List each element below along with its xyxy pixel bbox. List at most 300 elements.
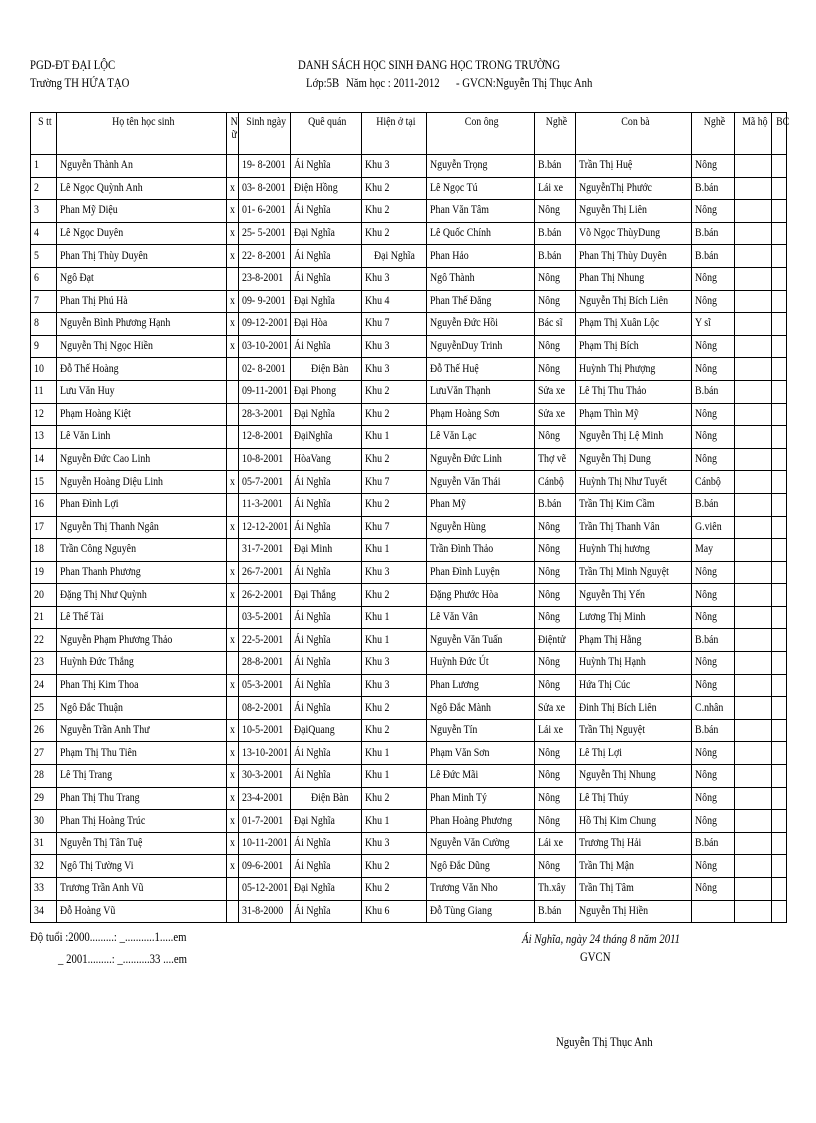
household-code-cell xyxy=(735,471,772,494)
stt-cell-text: 4 xyxy=(34,227,39,240)
residence-cell-text: Khu 6 xyxy=(365,904,390,917)
mother-name-cell-text: Phạm Thìn Mỹ xyxy=(579,407,639,420)
female-mark-cell xyxy=(227,697,239,720)
hometown-cell xyxy=(291,561,362,584)
hometown-cell-text: Ái Nghĩa xyxy=(294,633,331,646)
birth-date-cell-text: 02- 8-2001 xyxy=(242,362,286,375)
residence-cell xyxy=(362,787,427,810)
birth-date-cell xyxy=(239,313,291,336)
household-code-cell xyxy=(735,606,772,629)
student-name-cell-text: Phan Thị Thu Trang xyxy=(60,791,140,804)
father-name-cell-text: Phan Văn Tâm xyxy=(430,204,489,217)
birth-date-cell-text: 31-8-2000 xyxy=(242,904,284,917)
birth-date-cell-text: 22-5-2001 xyxy=(242,633,284,646)
homeroom-teacher: - GVCN:Nguyễn Thị Thục Anh xyxy=(456,76,593,90)
student-name-cell xyxy=(57,267,227,290)
stt-cell-text: 3 xyxy=(34,204,39,217)
mother-name-cell-text: Trương Thị Hải xyxy=(579,837,642,850)
hometown-cell xyxy=(291,200,362,223)
birth-date-cell-text: 12-8-2001 xyxy=(242,430,284,443)
household-code-cell xyxy=(735,177,772,200)
mother-name-cell-text: Trần Thị Kim Cầm xyxy=(579,498,655,511)
hometown-cell xyxy=(291,787,362,810)
residence-cell xyxy=(362,245,427,268)
mother-job-cell xyxy=(692,674,735,697)
birth-date-cell-text: 03-10-2001 xyxy=(242,340,289,353)
bc-cell xyxy=(772,155,787,178)
hometown-cell-text: Ái Nghĩa xyxy=(294,746,331,759)
father-job-cell-text: Nông xyxy=(538,678,560,691)
student-name-cell-text: Lê Ngọc Duyên xyxy=(60,227,124,240)
birth-date-cell-text: 10-8-2001 xyxy=(242,453,284,466)
student-name-cell xyxy=(57,358,227,381)
mother-job-cell-text: Nông xyxy=(695,340,717,353)
birth-date-cell xyxy=(239,245,291,268)
mother-job-cell xyxy=(692,290,735,313)
residence-cell xyxy=(362,155,427,178)
mother-job-cell xyxy=(692,810,735,833)
residence-cell xyxy=(362,290,427,313)
student-roster-table xyxy=(30,112,790,923)
bc-cell xyxy=(772,878,787,901)
residence-cell-text: Khu 3 xyxy=(365,837,390,850)
father-name-cell xyxy=(427,832,535,855)
father-job-cell-text: Thợ vẽ xyxy=(538,453,567,466)
birth-date-cell-text: 08-2-2001 xyxy=(242,701,284,714)
father-job-cell-text: B.bán xyxy=(538,904,562,917)
stt-cell xyxy=(31,290,57,313)
birth-date-cell xyxy=(239,516,291,539)
residence-cell-text: Khu 2 xyxy=(365,791,390,804)
student-name-cell-text: Lê Ngọc Quỳnh Anh xyxy=(60,181,143,194)
residence-cell xyxy=(362,516,427,539)
birth-date-cell xyxy=(239,358,291,381)
residence-cell-text: Khu 1 xyxy=(365,543,390,556)
student-name-cell-text: Đỗ Thế Hoàng xyxy=(60,362,119,375)
hometown-cell xyxy=(291,742,362,765)
hometown-cell xyxy=(291,674,362,697)
mother-name-cell-text: Trần Thị Mận xyxy=(579,859,634,872)
father-name-cell xyxy=(427,878,535,901)
class-label: Lớp:5B xyxy=(306,76,340,90)
stt-cell-text: 8 xyxy=(34,317,39,330)
hometown-cell xyxy=(291,155,362,178)
father-job-cell xyxy=(535,493,576,516)
mother-job-cell xyxy=(692,900,735,923)
table-row xyxy=(31,177,787,200)
bc-cell xyxy=(772,267,787,290)
household-code-cell xyxy=(735,539,772,562)
table-row xyxy=(31,200,787,223)
hometown-cell xyxy=(291,719,362,742)
female-mark-cell-text: x xyxy=(229,181,235,194)
stt-cell-text: 20 xyxy=(34,588,44,601)
student-name-cell-text: Lê Thế Tài xyxy=(60,611,104,624)
stt-cell-text: 30 xyxy=(34,814,44,827)
hometown-cell xyxy=(291,539,362,562)
birth-date-cell-text: 01- 6-2001 xyxy=(242,204,286,217)
residence-cell-text: Khu 1 xyxy=(365,611,390,624)
father-name-cell-text: Đỗ Thế Huệ xyxy=(430,362,479,375)
stt-cell-text: 26 xyxy=(34,724,44,737)
mother-name-cell-text: Nguyễn Thị Liên xyxy=(579,204,647,217)
father-name-cell xyxy=(427,606,535,629)
student-name-cell xyxy=(57,584,227,607)
mother-name-cell-text: Huỳnh Thị Hạnh xyxy=(579,656,646,669)
stt-cell-text: 13 xyxy=(34,430,44,443)
residence-cell xyxy=(362,606,427,629)
student-name-cell-text: Nguyễn Phạm Phương Thảo xyxy=(60,633,173,646)
bc-cell xyxy=(772,426,787,449)
female-mark-cell xyxy=(227,516,239,539)
mother-job-cell-text: B.bán xyxy=(695,837,719,850)
hometown-cell xyxy=(291,584,362,607)
father-name-cell-text: Huỳnh Đức Út xyxy=(430,656,489,669)
mother-name-cell xyxy=(576,403,692,426)
table-row xyxy=(31,652,787,675)
hometown-cell-text: Điện Bàn xyxy=(311,362,349,375)
place-date: Ái Nghĩa, ngày 24 tháng 8 năm 2011 xyxy=(522,932,681,946)
column-header xyxy=(57,113,227,155)
residence-cell xyxy=(362,313,427,336)
female-mark-cell-text: x xyxy=(229,588,235,601)
birth-date-cell xyxy=(239,539,291,562)
father-job-cell xyxy=(535,629,576,652)
father-name-cell-text: Phạm Văn Sơn xyxy=(430,746,490,759)
mother-name-cell-text: Nguyễn Thị Hiền xyxy=(579,904,649,917)
birth-date-cell-text: 01-7-2001 xyxy=(242,814,284,827)
hometown-cell-text: Đại Nghĩa xyxy=(294,814,335,827)
birth-date-cell-text: 09-12-2001 xyxy=(242,317,289,330)
mother-name-cell-text: Trần Thị Huệ xyxy=(579,159,633,172)
father-job-cell-text: Nông xyxy=(538,588,560,601)
birth-date-cell xyxy=(239,471,291,494)
female-mark-cell xyxy=(227,290,239,313)
student-name-cell xyxy=(57,629,227,652)
mother-name-cell xyxy=(576,493,692,516)
column-header-label: Mã hộ xyxy=(741,116,768,128)
hometown-cell-text: Ái Nghĩa xyxy=(294,204,331,217)
residence-cell-text: Khu 2 xyxy=(365,724,390,737)
student-name-cell xyxy=(57,516,227,539)
student-name-cell-text: Nguyễn Bình Phương Hạnh xyxy=(60,317,171,330)
mother-name-cell-text: Phan Thị Thùy Duyên xyxy=(579,249,667,262)
birth-date-cell-text: 28-3-2001 xyxy=(242,407,284,420)
father-job-cell xyxy=(535,878,576,901)
father-job-cell xyxy=(535,177,576,200)
hometown-cell-text: Ái Nghĩa xyxy=(294,159,331,172)
hometown-cell xyxy=(291,245,362,268)
table-row xyxy=(31,155,787,178)
student-name-cell xyxy=(57,810,227,833)
mother-job-cell xyxy=(692,426,735,449)
female-mark-cell xyxy=(227,810,239,833)
mother-job-cell xyxy=(692,471,735,494)
stt-cell xyxy=(31,900,57,923)
residence-cell xyxy=(362,426,427,449)
mother-job-cell-text: Nông xyxy=(695,362,717,375)
father-name-cell xyxy=(427,471,535,494)
bc-cell xyxy=(772,177,787,200)
mother-name-cell-text: Trần Thị Tâm xyxy=(579,882,634,895)
bc-cell xyxy=(772,606,787,629)
student-name-cell xyxy=(57,493,227,516)
stt-cell xyxy=(31,652,57,675)
student-name-cell-text: Ngô Thị Tường Vi xyxy=(60,859,134,872)
birth-date-cell xyxy=(239,335,291,358)
mother-job-cell xyxy=(692,380,735,403)
household-code-cell xyxy=(735,832,772,855)
residence-cell-text: Khu 2 xyxy=(365,588,390,601)
father-job-cell xyxy=(535,471,576,494)
student-name-cell xyxy=(57,380,227,403)
father-name-cell xyxy=(427,742,535,765)
birth-date-cell-text: 23-4-2001 xyxy=(242,791,284,804)
column-header xyxy=(692,113,735,155)
student-name-cell-text: Đỗ Hoàng Vũ xyxy=(60,904,116,917)
father-name-cell xyxy=(427,561,535,584)
household-code-cell xyxy=(735,742,772,765)
father-name-cell-text: Ngô Đắc Mành xyxy=(430,701,491,714)
stt-cell-text: 27 xyxy=(34,746,44,759)
student-name-cell xyxy=(57,426,227,449)
hometown-cell xyxy=(291,606,362,629)
hometown-cell xyxy=(291,426,362,449)
mother-job-cell xyxy=(692,335,735,358)
stt-cell xyxy=(31,426,57,449)
birth-date-cell-text: 25- 5-2001 xyxy=(242,227,286,240)
hometown-cell xyxy=(291,313,362,336)
father-name-cell-text: Nguyễn Đức Hồi xyxy=(430,317,498,330)
birth-date-cell xyxy=(239,652,291,675)
birth-date-cell-text: 03- 8-2001 xyxy=(242,181,286,194)
birth-date-cell-text: 09-6-2001 xyxy=(242,859,284,872)
table-row xyxy=(31,290,787,313)
father-name-cell-text: NguyễnDuy Trinh xyxy=(430,340,503,353)
stt-cell-text: 23 xyxy=(34,656,44,669)
stt-cell-text: 15 xyxy=(34,475,44,488)
household-code-cell xyxy=(735,652,772,675)
mother-job-cell xyxy=(692,652,735,675)
female-mark-cell xyxy=(227,313,239,336)
birth-date-cell-text: 09-11-2001 xyxy=(242,385,288,398)
stt-cell-text: 10 xyxy=(34,362,44,375)
mother-job-cell xyxy=(692,200,735,223)
student-name-cell-text: Trương Trần Anh Vũ xyxy=(60,882,144,895)
stt-cell xyxy=(31,358,57,381)
household-code-cell xyxy=(735,855,772,878)
father-job-cell xyxy=(535,742,576,765)
father-job-cell xyxy=(535,719,576,742)
household-code-cell xyxy=(735,516,772,539)
residence-cell xyxy=(362,629,427,652)
mother-name-cell xyxy=(576,719,692,742)
hometown-cell xyxy=(291,448,362,471)
mother-name-cell-text: Phạm Thị Bích xyxy=(579,340,639,353)
mother-name-cell-text: Lương Thị Minh xyxy=(579,611,646,624)
student-name-cell-text: Phạm Hoàng Kiệt xyxy=(60,407,131,420)
stt-cell-text: 32 xyxy=(34,859,44,872)
bc-cell xyxy=(772,629,787,652)
household-code-cell xyxy=(735,403,772,426)
student-name-cell xyxy=(57,471,227,494)
hometown-cell-text: Ái Nghĩa xyxy=(294,475,331,488)
mother-name-cell xyxy=(576,787,692,810)
table-row xyxy=(31,606,787,629)
father-job-cell-text: Nông xyxy=(538,543,560,556)
residence-cell-text: Khu 2 xyxy=(365,385,390,398)
father-name-cell xyxy=(427,719,535,742)
stt-cell xyxy=(31,177,57,200)
mother-name-cell xyxy=(576,177,692,200)
hometown-cell-text: Đại Minh xyxy=(294,543,333,556)
female-mark-cell xyxy=(227,448,239,471)
female-mark-cell-text: x xyxy=(229,249,235,262)
student-name-cell-text: Phan Thị Thùy Duyên xyxy=(60,249,148,262)
mother-job-cell xyxy=(692,719,735,742)
hometown-cell-text: Đại Phong xyxy=(294,385,337,398)
student-name-cell-text: Đặng Thị Như Quỳnh xyxy=(60,588,147,601)
hometown-cell xyxy=(291,855,362,878)
stt-cell-text: 11 xyxy=(34,385,44,398)
table-row xyxy=(31,426,787,449)
student-name-cell xyxy=(57,674,227,697)
stt-cell xyxy=(31,787,57,810)
mother-name-cell-text: Phan Thị Nhung xyxy=(579,272,645,285)
father-name-cell-text: Phan Hoàng Phương xyxy=(430,814,513,827)
father-job-cell-text: Nông xyxy=(538,611,560,624)
mother-name-cell xyxy=(576,652,692,675)
female-mark-cell xyxy=(227,267,239,290)
female-mark-cell xyxy=(227,900,239,923)
residence-cell-text: Khu 3 xyxy=(365,656,390,669)
bc-cell xyxy=(772,900,787,923)
father-job-cell xyxy=(535,155,576,178)
stt-cell-text: 17 xyxy=(34,520,44,533)
residence-cell-text: Khu 2 xyxy=(365,204,390,217)
stt-cell xyxy=(31,832,57,855)
mother-name-cell-text: Phạm Thị Hằng xyxy=(579,633,642,646)
age-summary-2001: _ 2001.........: _..........33 ....em xyxy=(58,952,187,966)
stt-cell xyxy=(31,493,57,516)
student-name-cell-text: Nguyễn Trần Anh Thư xyxy=(60,724,150,737)
bc-cell xyxy=(772,335,787,358)
residence-cell-text: Khu 2 xyxy=(365,453,390,466)
residence-cell xyxy=(362,765,427,788)
table-row xyxy=(31,358,787,381)
student-name-cell-text: Phan Đình Lợi xyxy=(60,498,119,511)
stt-cell xyxy=(31,606,57,629)
student-name-cell xyxy=(57,313,227,336)
column-header-label: Con ông xyxy=(465,116,499,128)
table-row xyxy=(31,313,787,336)
stt-cell xyxy=(31,674,57,697)
column-header-label: Họ tên học sinh xyxy=(111,116,175,128)
hometown-cell-text: Đại Thắng xyxy=(294,588,336,601)
mother-name-cell xyxy=(576,313,692,336)
residence-cell-text: Khu 2 xyxy=(365,227,390,240)
mother-job-cell xyxy=(692,245,735,268)
column-header-label: Nghề xyxy=(703,116,726,128)
residence-cell-text: Khu 2 xyxy=(365,407,390,420)
bc-cell xyxy=(772,855,787,878)
residence-cell-text: Khu 4 xyxy=(365,294,390,307)
document-title: DANH SÁCH HỌC SINH ĐANG HỌC TRONG TRƯỜNG xyxy=(298,58,561,72)
mother-name-cell xyxy=(576,471,692,494)
father-name-cell xyxy=(427,380,535,403)
residence-cell-text: Khu 7 xyxy=(365,475,390,488)
residence-cell xyxy=(362,493,427,516)
father-job-cell xyxy=(535,516,576,539)
father-job-cell-text: Lái xe xyxy=(538,724,563,737)
father-job-cell-text: Nông xyxy=(538,204,560,217)
bc-cell xyxy=(772,290,787,313)
hometown-cell-text: Đại Nghĩa xyxy=(294,407,335,420)
birth-date-cell xyxy=(239,222,291,245)
residence-cell-text: Khu 2 xyxy=(365,859,390,872)
table-row xyxy=(31,810,787,833)
mother-job-cell xyxy=(692,516,735,539)
residence-cell xyxy=(362,810,427,833)
female-mark-cell xyxy=(227,222,239,245)
female-mark-cell-text: x xyxy=(229,837,235,850)
bc-cell xyxy=(772,448,787,471)
birth-date-cell-text: 26-7-2001 xyxy=(242,565,284,578)
hometown-cell-text: Điện Bàn xyxy=(311,791,349,804)
household-code-cell xyxy=(735,335,772,358)
mother-name-cell-text: Lê Thị Thu Thảo xyxy=(579,385,647,398)
birth-date-cell-text: 09- 9-2001 xyxy=(242,294,286,307)
birth-date-cell xyxy=(239,787,291,810)
student-name-cell xyxy=(57,245,227,268)
residence-cell xyxy=(362,335,427,358)
mother-name-cell xyxy=(576,697,692,720)
table-row xyxy=(31,403,787,426)
bc-cell xyxy=(772,697,787,720)
table-row xyxy=(31,765,787,788)
column-header xyxy=(227,113,239,155)
household-code-cell xyxy=(735,787,772,810)
household-code-cell xyxy=(735,674,772,697)
mother-name-cell xyxy=(576,539,692,562)
hometown-cell-text: Điện Hồng xyxy=(294,181,338,194)
hometown-cell xyxy=(291,358,362,381)
father-name-cell-text: Phan Thế Đăng xyxy=(430,294,492,307)
stt-cell-text: 1 xyxy=(34,159,39,172)
bc-cell xyxy=(772,245,787,268)
female-mark-cell xyxy=(227,878,239,901)
student-name-cell-text: Nguyễn Thành An xyxy=(60,159,133,172)
student-name-cell-text: Phan Thị Hoàng Trúc xyxy=(60,814,146,827)
mother-job-cell-text: Nông xyxy=(695,791,717,804)
father-job-cell-text: B.bán xyxy=(538,249,562,262)
table-row xyxy=(31,561,787,584)
birth-date-cell xyxy=(239,629,291,652)
birth-date-cell-text: 12-12-2001 xyxy=(242,520,289,533)
mother-job-cell-text: B.bán xyxy=(695,249,719,262)
stt-cell xyxy=(31,335,57,358)
female-mark-cell xyxy=(227,539,239,562)
female-mark-cell xyxy=(227,652,239,675)
student-name-cell xyxy=(57,765,227,788)
mother-job-cell xyxy=(692,448,735,471)
birth-date-cell xyxy=(239,561,291,584)
father-job-cell-text: Nông xyxy=(538,565,560,578)
female-mark-cell xyxy=(227,471,239,494)
residence-cell xyxy=(362,900,427,923)
column-header-label: Con bà xyxy=(620,116,650,128)
female-mark-cell-text: x xyxy=(229,294,235,307)
